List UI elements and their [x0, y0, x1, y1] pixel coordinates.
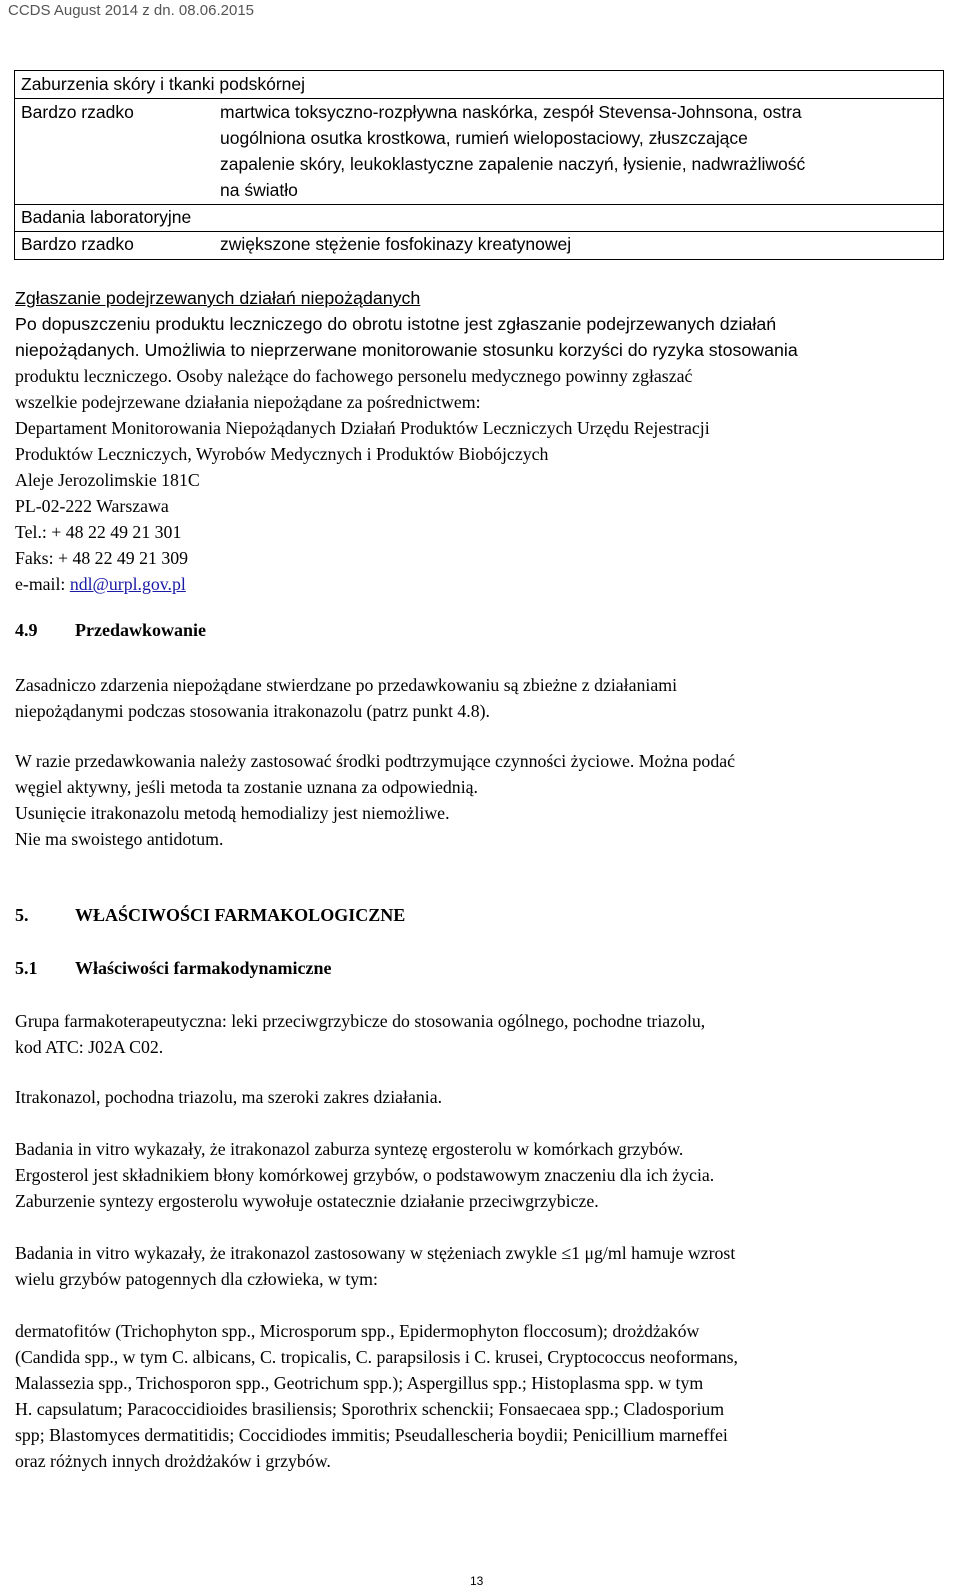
section-5-title: WŁAŚCIWOŚCI FARMAKOLOGICZNE — [75, 905, 406, 925]
reporting-section-serif — [15, 363, 945, 597]
table-effect-cell — [220, 99, 940, 203]
document-id-header: CCDS August 2014 z dn. 08.06.2015 — [8, 2, 255, 19]
table-effect-line: martwica toksyczno-rozpływna naskórka, zespół Stevensa-Johnsona, ostra — [220, 102, 802, 122]
table-effect-line: uogólniona osutka krostkowa, rumień wielopostaciowy, złuszczające — [220, 128, 748, 148]
reporting-line: Faks: + 48 22 49 21 309 — [15, 548, 189, 568]
table-effect-line: zapalenie skóry, leukoklastyczne zapalenie naczyń, łysienie, nadwrażliwość — [220, 154, 806, 174]
paragraph-line: H. capsulatum; Paracoccidioides brasiliensis; Sporothrix schenckii; Fonsaecaea spp.; Cladosporium — [15, 1399, 725, 1419]
adverse-effects-table — [14, 70, 944, 260]
pharmacodynamics-paragraph-1 — [15, 1008, 945, 1060]
reporting-line: Tel.: + 48 22 49 21 301 — [15, 522, 182, 542]
pharmacodynamics-paragraph-3 — [15, 1136, 945, 1214]
reporting-line: produktu leczniczego. Osoby należące do fachowego personelu medycznego powinny zgłaszać — [15, 366, 693, 386]
paragraph-line: Grupa farmakoterapeutyczna: leki przeciwgrzybicze do stosowania ogólnego, pochodne triazolu, — [15, 1011, 706, 1031]
paragraph-line: dermatofitów (Trichophyton spp., Microsporum spp., Epidermophyton floccosum); drożdżaków — [15, 1321, 700, 1341]
paragraph-line: Ergosterol jest składnikiem błony komórkowej grzybów, o podstawowym znaczeniu dla ich życia. — [15, 1165, 715, 1185]
paragraph-line: spp; Blastomyces dermatitidis; Coccidiodes immitis; Pseudallescheria boydii; Penicillium marneffei — [15, 1425, 728, 1445]
table-section-skin: Zaburzenia skóry i tkanki podskórnej — [21, 74, 306, 94]
email-link[interactable]: ndl@urpl.gov.pl — [69, 574, 186, 594]
paragraph-line: Zaburzenie syntezy ergosterolu wywołuje ostatecznie działanie przeciwgrzybicze. — [15, 1191, 599, 1211]
paragraph-line: W razie przedawkowania należy zastosować środki podtrzymujące czynności życiowe. Można podać — [15, 751, 736, 771]
section-5-1-title: Właściwości farmakodynamiczne — [75, 958, 332, 978]
reporting-line: Po dopuszczeniu produktu leczniczego do obrotu istotne jest zgłaszanie podejrzewanych działań — [15, 314, 777, 334]
table-section-lab: Badania laboratoryjne — [21, 207, 192, 227]
reporting-line: wszelkie podejrzewane działania niepożądane za pośrednictwem: — [15, 392, 481, 412]
paragraph-line: Itrakonazol, pochodna triazolu, ma szeroki zakres działania. — [15, 1087, 443, 1107]
table-effect-line: na światło — [220, 180, 298, 200]
overdose-paragraph-1 — [15, 672, 945, 724]
paragraph-line: Zasadniczo zdarzenia niepożądane stwierdzane po przedawkowaniu są zbieżne z działaniami — [15, 675, 678, 695]
table-frequency-cell: Bardzo rzadko — [21, 234, 134, 254]
reporting-line: Aleje Jerozolimskie 181C — [15, 470, 200, 490]
page-number: 13 — [470, 1574, 484, 1588]
paragraph-line: (Candida spp., w tym C. albicans, C. tropicalis, C. parapsilosis i C. krusei, Cryptococcus neoformans, — [15, 1347, 738, 1367]
pharmacodynamics-paragraph-2 — [15, 1084, 945, 1110]
paragraph-line: wielu grzybów patogennych dla człowieka, w tym: — [15, 1269, 378, 1289]
paragraph-line: kod ATC: J02A C02. — [15, 1037, 164, 1057]
paragraph-line: Usunięcie itrakonazolu metodą hemodializy jest niemożliwe. — [15, 803, 450, 823]
paragraph-line: Badania in vitro wykazały, że itrakonazol zaburza syntezę ergosterolu w komórkach grzybów. — [15, 1139, 684, 1159]
reporting-section — [15, 285, 945, 363]
section-4-9-number: 4.9 — [15, 620, 38, 640]
table-effect-cell: zwiększone stężenie fosfokinazy kreatynowej — [220, 234, 572, 254]
reporting-line: Produktów Leczniczych, Wyrobów Medycznych i Produktów Biobójczych — [15, 444, 549, 464]
paragraph-line: Nie ma swoistego antidotum. — [15, 829, 224, 849]
reporting-line: niepożądanych. Umożliwia to nieprzerwane monitorowanie stosunku korzyści do ryzyka stosowania — [15, 340, 798, 360]
section-4-9-title: Przedawkowanie — [75, 620, 206, 640]
email-label: e-mail: — [15, 574, 70, 594]
pharmacodynamics-paragraph-4 — [15, 1240, 945, 1292]
overdose-paragraph-2 — [15, 748, 945, 852]
pharmacodynamics-paragraph-5 — [15, 1318, 945, 1474]
section-5-number: 5. — [15, 905, 29, 925]
paragraph-line: niepożądanymi podczas stosowania itrakonazolu (patrz punkt 4.8). — [15, 701, 491, 721]
section-5-1-number: 5.1 — [15, 958, 38, 978]
paragraph-line: Badania in vitro wykazały, że itrakonazol zastosowany w stężeniach zwykle ≤1 μg/ml hamuje wzrost — [15, 1243, 736, 1263]
reporting-line: Departament Monitorowania Niepożądanych Działań Produktów Leczniczych Urzędu Rejestracji — [15, 418, 710, 438]
paragraph-line: oraz różnych innych drożdżaków i grzybów. — [15, 1451, 331, 1471]
reporting-heading: Zgłaszanie podejrzewanych działań niepożądanych — [15, 288, 421, 308]
paragraph-line: węgiel aktywny, jeśli metoda ta zostanie uznana za odpowiednią. — [15, 777, 478, 797]
paragraph-line: Malassezia spp., Trichosporon spp., Geotrichum spp.); Aspergillus spp.; Histoplasma spp. w tym — [15, 1373, 704, 1393]
reporting-line: PL-02-222 Warszawa — [15, 496, 169, 516]
email-line — [15, 571, 945, 597]
table-frequency-cell: Bardzo rzadko — [21, 102, 134, 122]
